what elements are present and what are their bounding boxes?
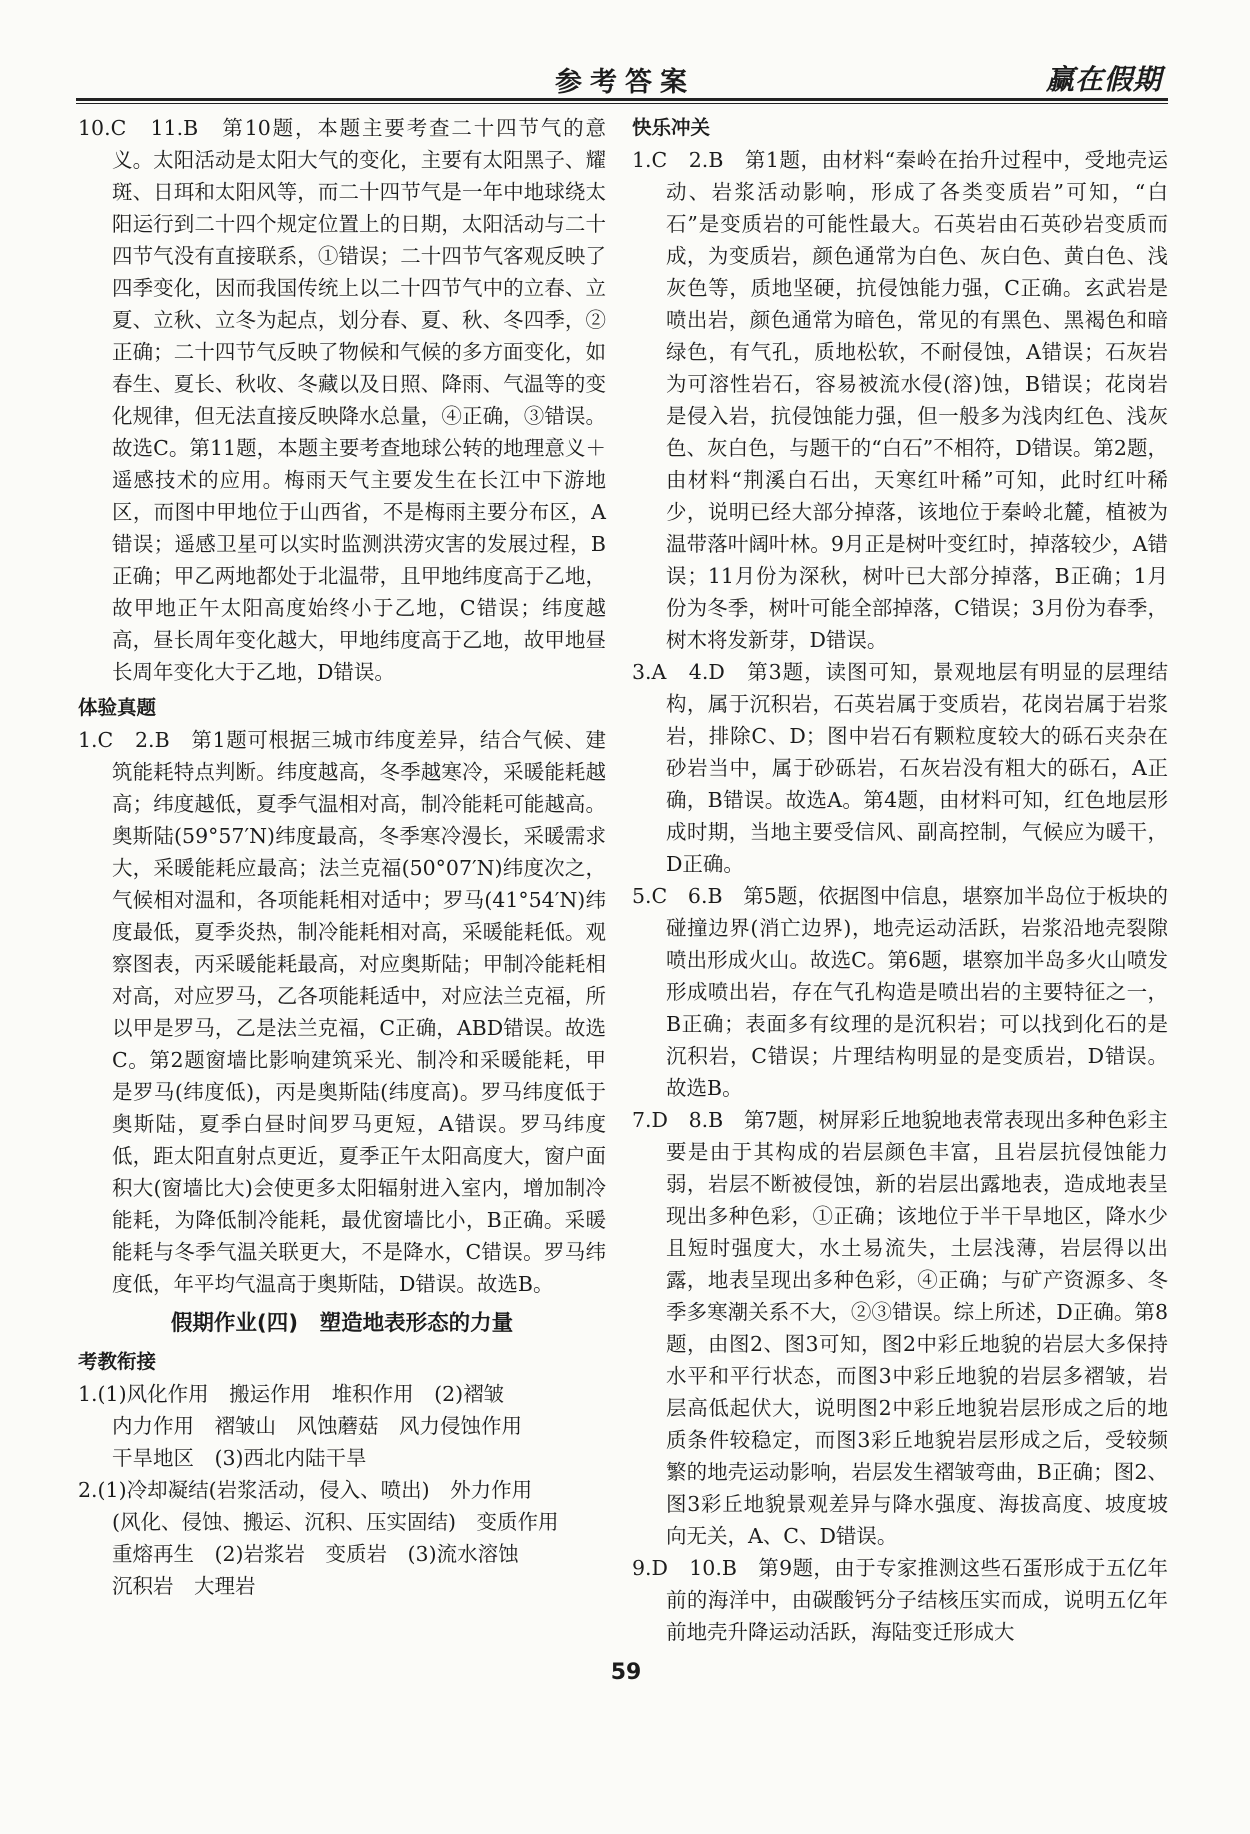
answer-10-11: 10.C 11.B 第10题，本题主要考查二十四节气的意义。太阳活动是太阳大气的变化，主要有太阳黑子、耀斑、日珥和太阳风等，而二十四节气是一年中地球绕太阳运行到二十四个规定位置上的日期，太阳活动与二十四节气没有直接联系，①错误；二十四节气客观反映了四季变化，因而我国传统上以二十四节气中的立春、立夏、立秋、立冬为起点，划分春、夏、秋、冬四季，②正确；二十四节气反映了物候和气候的多方面变化，如春生、夏长、秋收、冬藏以及日照、降雨、气温等的变化规律，但无法直接反映降水总量，④正确，③错误。故选C。第11题，本题主要考查地球公转的地理意义＋遥感技术的应用。梅雨天气主要发生在长江中下游地区，而图中甲地位于山西省，不是梅雨主要分布区，A错误；遥感卫星可以实时监测洪涝灾害的发展过程，B正确；甲乙两地都处于北温带，且甲地纬度高于乙地，故甲地正午太阳高度始终小于乙地，C错误；纬度越高，昼长周年变化越大，甲地纬度高于乙地，故甲地昼长周年变化大于乙地，D错误。 — [78, 116, 606, 684]
brand-logo: 赢在假期 — [1045, 63, 1162, 96]
answer-q2-line3: 重熔再生 (2)岩浆岩 变质岩 (3)流水溶蚀 — [112, 1542, 519, 1566]
heading-kaojiao-xianjie: 考教衔接 — [78, 1350, 157, 1373]
left-column — [78, 112, 606, 1602]
header-rule-thin — [76, 103, 1168, 104]
header-rule — [76, 98, 1168, 101]
answer-5-6: 5.C 6.B 第5题，依据图中信息，堪察加半岛位于板块的碰撞边界(消亡边界)，地壳运动活跃，岩浆沿地壳裂隙喷出形成火山。故选C。第6题，堪察加半岛多火山喷发形成喷出岩，存在气孔构造是喷出岩的主要特征之一，B正确；表面多有纹理的是沉积岩；可以找到化石的是沉积岩，C错误；片理结构明显的是变质岩，D错误。故选B。 — [632, 884, 1168, 1100]
answer-real-1-2: 1.C 2.B 第1题可根据三城市纬度差异，结合气候、建筑能耗特点判断。纬度越高，冬季越寒冷，采暖能耗越高；纬度越低，夏季气温相对高，制冷能耗可能越高。奥斯陆(59°57′N)纬度最高，冬季寒冷漫长，采暖需求大，采暖能耗应最高；法兰克福(50°07′N)纬度次之，气候相对温和，各项能耗相对适中；罗马(41°54′N)纬度最低，夏季炎热，制冷能耗相对高，采暖能耗低。观察图表，丙采暖能耗最高，对应奥斯陆；甲制冷能耗相对高，对应罗马，乙各项能耗适中，对应法兰克福，所以甲是罗马，乙是法兰克福，C正确，ABD错误。故选C。第2题窗墙比影响建筑采光、制冷和采暖能耗，甲是罗马(纬度低)，丙是奥斯陆(纬度高)。罗马纬度低于奥斯陆，夏季白昼时间罗马更短，A错误。罗马纬度低，距太阳直射点更近，夏季正午太阳高度大，窗户面积大(窗墙比大)会使更多太阳辐射进入室内，增加制冷能耗，为降低制冷能耗，最优窗墙比小，B正确。采暖能耗与冬季气温关联更大，不是降水，C错误。罗马纬度低，年平均气温高于奥斯陆，D错误。故选B。 — [78, 728, 606, 1296]
answer-q1-line1: 1.(1)风化作用 搬运作用 堆积作用 (2)褶皱 — [78, 1382, 505, 1406]
heading-kuaile-chongguan: 快乐冲关 — [632, 116, 711, 139]
answer-q1-line3: 干旱地区 (3)西北内陆干旱 — [112, 1446, 367, 1470]
answer-7-8: 7.D 8.B 第7题，树屏彩丘地貌地表常表现出多种色彩主要是由于其构成的岩层颜色丰富，且岩层抗侵蚀能力弱，岩层不断被侵蚀，新的岩层出露地表，造成地表呈现出多种色彩，①正确；该地位于半干旱地区，降水少且短时强度大，水土易流失，土层浅薄，岩层得以出露，地表呈现出多种色彩，④正确；与矿产资源多、冬季多寒潮关系不大，②③错误。综上所述，D正确。第8题，由图2、图3可知，图2中彩丘地貌的岩层大多保持水平和平行状态，而图3中彩丘地貌的岩层多褶皱，岩层高低起伏大，说明图2中彩丘地貌岩层形成之后的地质条件较稳定，而图3彩丘地貌岩层形成之后，受较频繁的地壳运动影响，岩层发生褶皱弯曲，B正确；图2、图3彩丘地貌景观差异与降水强度、海拔高度、坡度坡向无关，A、C、D错误。 — [632, 1108, 1168, 1548]
page-number: 59 — [610, 1660, 642, 1685]
section-title-homework-4: 假期作业(四) 塑造地表形态的力量 — [170, 1311, 514, 1336]
answer-9-10: 9.D 10.B 第9题，由于专家推测这些石蛋形成于五亿年前的海洋中，由碳酸钙分子结核压实而成，说明五亿年前地壳升降运动活跃，海陆变迁形成大 — [632, 1556, 1168, 1644]
page-header-title: 参考答案 — [555, 67, 695, 98]
answer-q2-line4: 沉积岩 大理岩 — [112, 1574, 256, 1598]
answer-q2-line1: 2.(1)冷却凝结(岩浆活动，侵入、喷出) 外力作用 — [78, 1478, 533, 1502]
heading-tiyan-zhenti: 体验真题 — [78, 696, 157, 719]
answer-q1-line2: 内力作用 褶皱山 风蚀蘑菇 风力侵蚀作用 — [112, 1414, 522, 1438]
answer-3-4: 3.A 4.D 第3题，读图可知，景观地层有明显的层理结构，属于沉积岩，石英岩属于变质岩，花岗岩属于岩浆岩，排除C、D；图中岩石有颗粒度较大的砾石夹杂在砂岩当中，属于砂砾岩，石灰岩没有粗大的砾石，A正确，B错误。故选A。第4题，由材料可知，红色地层形成时期，当地主要受信风、副高控制，气候应为暖干，D正确。 — [632, 660, 1168, 876]
answer-1-2: 1.C 2.B 第1题，由材料“秦岭在抬升过程中，受地壳运动、岩浆活动影响，形成了各类变质岩”可知，“白石”是变质岩的可能性最大。石英岩由石英砂岩变质而成，为变质岩，颜色通常为白色、灰白色、黄白色、浅灰色等，质地坚硬，抗侵蚀能力强，C正确。玄武岩是喷出岩，颜色通常为暗色，常见的有黑色、黑褐色和暗绿色，有气孔，质地松软，不耐侵蚀，A错误；石灰岩为可溶性岩石，容易被流水侵(溶)蚀，B错误；花岗岩是侵入岩，抗侵蚀能力强，但一般多为浅肉红色、浅灰色、灰白色，与题干的“白石”不相符，D错误。第2题，由材料“荆溪白石出，天寒红叶稀”可知，此时红叶稀少，说明已经大部分掉落，该地位于秦岭北麓，植被为温带落叶阔叶林。9月正是树叶变红时，掉落较少，A错误；11月份为深秋，树叶已大部分掉落，B正确；1月份为冬季，树叶可能全部掉落，C错误；3月份为春季，树木将发新芽，D错误。 — [632, 148, 1168, 652]
answer-q2-line2: (风化、侵蚀、搬运、沉积、压实固结) 变质作用 — [112, 1510, 559, 1534]
right-column — [632, 112, 1168, 1648]
